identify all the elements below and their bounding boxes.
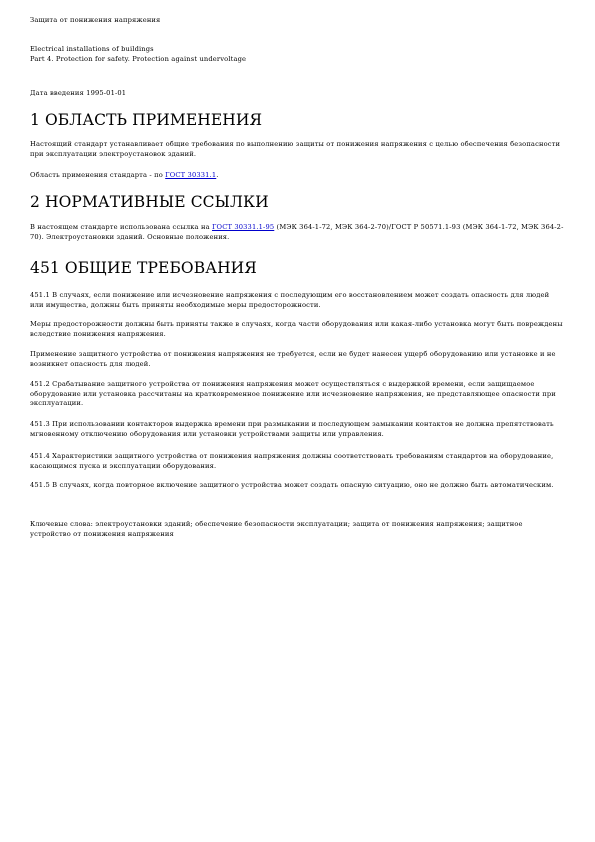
device-not-required-paragraph: Применение защитного устройства от понижения напряжения не требуется, если не будет нанесен ущерб оборудованию или установке и не возникнет опасность для людей. <box>30 350 556 368</box>
clause-451-2: 451.2 Срабатывание защитного устройства от понижения напряжения может осуществляться с выдержкой времени, если защищаемое оборудование или установка рассчитаны на кратковременное понижение или исчезновение напряжения, не представляющее опасности при эксплуатации. <box>30 380 556 408</box>
section-1-heading: 1 ОБЛАСТЬ ПРИМЕНЕНИЯ <box>30 111 263 129</box>
section-1-paragraph-1: Настоящий стандарт устанавливает общие требования по выполнению защиты от понижения напряжения с целью обеспечения безопасности при эксплуатации электроустановок зданий. <box>30 140 561 158</box>
section-1-paragraph-2 <box>30 171 565 181</box>
section-1-paragraph-2-text: Область применения стандарта - по <box>30 171 166 179</box>
gost-30331-1-link[interactable]: ГОСТ 30331.1 <box>165 171 217 179</box>
clause-451-5: 451.5 В случаях, когда повторное включение защитного устройства может создать опасную ситуацию, оно не должно быть автоматическим. <box>30 481 554 489</box>
keywords-paragraph: Ключевые слова: электроустановки зданий; обеспечение безопасности эксплуатации; защита от понижения напряжения; защитное устройство от понижения напряжения <box>30 520 523 538</box>
clause-451-1: 451.1 В случаях, если понижение или исчезновение напряжения с последующим его восстановлением может создать опасность для людей или имущества, должны быть приняты необходимые меры предосторожности. <box>30 291 550 309</box>
section-1-paragraph-2-tail: . <box>216 171 219 179</box>
section-2-paragraph-1-text: В настоящем стандарте использована ссылка на <box>30 223 212 231</box>
section-2-paragraph-1-tail: (МЭК 364-1-72, МЭК 364-2-70)/ГОСТ Р 50571.1-93 (МЭК 364-1-72, МЭК 364-2-70). Электроустановки зданий. Основные положения. <box>30 223 564 241</box>
english-title-line-1: Electrical installations of buildings <box>30 45 154 53</box>
document-top-title: Защита от понижения напряжения <box>30 16 161 24</box>
clause-451-4: 451.4 Характеристики защитного устройства от понижения напряжения должны соответствовать требованиям стандартов на оборудование, касающимся пуска и эксплуатации оборудования. <box>30 452 554 470</box>
clause-451-3: 451.3 При использовании контакторов выдержка времени при размыкании и последующем замыкании контактов не должна препятствовать мгновенному отключению оборудования или установки устройствами защиты или управления. <box>30 420 554 438</box>
section-2-paragraph-1 <box>30 223 565 242</box>
section-451-heading: 451 ОБЩИЕ ТРЕБОВАНИЯ <box>30 259 257 277</box>
precautions-paragraph: Меры предосторожности должны быть приняты также в случаях, когда части оборудования или какая-либо установка могут быть повреждены вследствие понижения напряжения. <box>30 320 563 338</box>
english-title-line-2: Part 4. Protection for safety. Protection against undervoltage <box>30 55 247 63</box>
introduction-date: Дата введения 1995-01-01 <box>30 89 127 97</box>
gost-30331-1-95-link[interactable]: ГОСТ 30331.1-95 <box>211 223 275 231</box>
section-2-heading: 2 НОРМАТИВНЫЕ ССЫЛКИ <box>30 193 269 211</box>
